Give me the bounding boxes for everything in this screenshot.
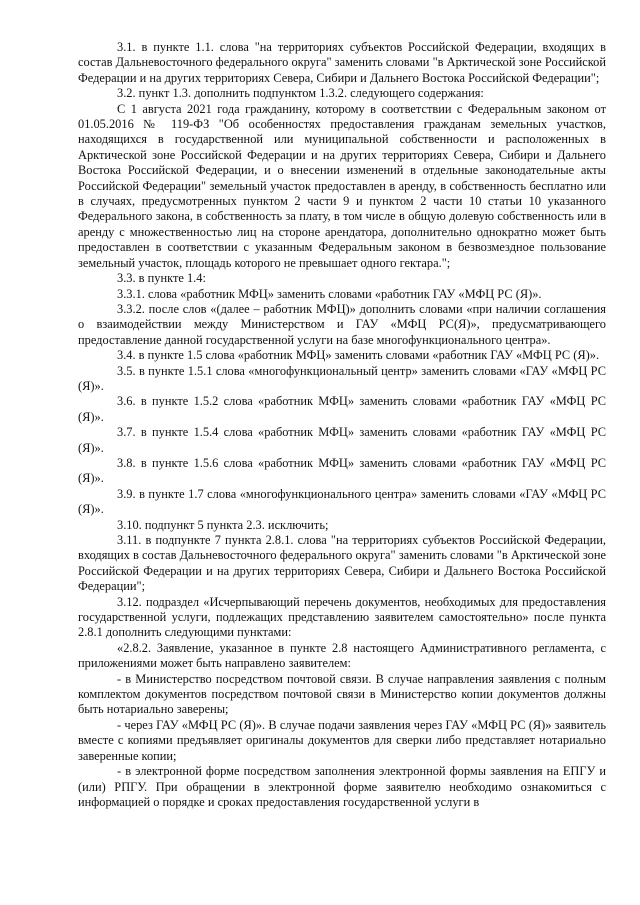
paragraph-3-1: 3.1. в пункте 1.1. слова "на территориях субъектов Российской Федерации, входящих в состав Дальневосточного федерального округа" заменить словами "в Арктической зоне Российской Федерации и на других территориях Севера, Сибири и Дальнего Востока Российской Федерации"; <box>78 40 606 85</box>
list-item-mfc: - через ГАУ «МФЦ РС (Я)». В случае подачи заявления через ГАУ «МФЦ РС (Я)» заявитель вместе с копиями предъявляет оригиналы документов для сверки либо представляет нотариально заверенные копии; <box>78 717 606 763</box>
paragraph-3-9: 3.9. в пункте 1.7 слова «многофункционального центра» заменить словами «ГАУ «МФЦ РС (Я)». <box>78 486 606 517</box>
paragraph-3-3-2: 3.3.2. после слов «(далее – работник МФЦ)» дополнить словами «при наличии соглашения о взаимодействии между Министерством и ГАУ «МФЦ РС(Я)», предусматривающего предоставление данной государственной услуги на базе многофункционального центра». <box>78 301 606 347</box>
paragraph-3-11: 3.11. в подпункте 7 пункта 2.8.1. слова "на территориях субъектов Российской Федерации, входящих в состав Дальневосточного федерального округа" заменить словами "в Арктической зоне Российской Федерации и на других территориях Севера, Сибири и Дальнего Востока Российской Федерации"; <box>78 533 606 594</box>
paragraph-3-3-1: 3.3.1. слова «работник МФЦ» заменить словами «работник ГАУ «МФЦ РС (Я)». <box>117 286 542 301</box>
paragraph-3-2: 3.2. пункт 1.3. дополнить подпунктом 1.3.2. следующего содержания: <box>117 86 484 101</box>
paragraph-3-4: 3.4. в пункте 1.5 слова «работник МФЦ» заменить словами «работник ГАУ «МФЦ РС (Я)». <box>117 348 600 363</box>
paragraph-3-12: 3.12. подраздел «Исчерпывающий перечень документов, необходимых для предоставления государственной услуги, подлежащих представлению заявителем самостоятельно» после пункта 2.8.1 дополнить следующими пунктами: <box>78 594 606 640</box>
paragraph-2-8-2: «2.8.2. Заявление, указанное в пункте 2.8 настоящего Административного регламента, с приложениями может быть направлено заявителем: <box>78 640 606 671</box>
list-item-electronic-form: - в электронной форме посредством заполнения электронной формы заявления на ЕПГУ и (или) РПГУ. При обращении в электронной форме заявителю необходимо ознакомиться с информацией о порядке и сроках предоставления государственной услуги в <box>78 764 606 809</box>
list-item-ministry-mail: - в Министерство посредством почтовой связи. В случае направления заявления с полным комплектом документов посредством почтовой связи в Министерство копии документов должны быть нотариально заверены; <box>78 671 606 717</box>
paragraph-3-7: 3.7. в пункте 1.5.4 слова «работник МФЦ» заменить словами «работник ГАУ «МФЦ РС (Я)». <box>78 425 606 455</box>
paragraph-3-6: 3.6. в пункте 1.5.2 слова «работник МФЦ» заменить словами «работник ГАУ «МФЦ РС (Я)». <box>78 394 606 424</box>
paragraph-1-3-2-text: С 1 августа 2021 года гражданину, которому в соответствии с Федеральным законом от 01.05.2016 № 119-ФЗ "Об особенностях предоставления гражданам земельных участков, находящихся в государственной или муниципальной собственности и расположенных в Арктической зоне Российской Федерации и на других территориях Севера, Сибири и Дальнего Востока Российской Федерации, и о внесении изменений в отдельные законодательные акты Российской Федерации" земельный участок предоставлен в аренду, в собственность бесплатно или в случаях, предусмотренных пунктом 2 части 9 и пунктом 2 части 10 статьи 10 указанного Федерального закона, в собственность за плату, в том числе в общую долевую собственность или в аренду с множественностью лиц на стороне арендатора, дополнительно однократно может быть предоставлен в соответствии с указанным Федеральным законом в безвозмездное пользование земельный участок, площадь которого не превышает одного гектара."; <box>78 101 606 270</box>
paragraph-3-10: 3.10. подпункт 5 пункта 2.3. исключить; <box>117 517 329 532</box>
paragraph-3-8: 3.8. в пункте 1.5.6 слова «работник МФЦ» заменить словами «работник ГАУ «МФЦ РС (Я)». <box>78 455 606 486</box>
paragraph-3-5: 3.5. в пункте 1.5.1 слова «многофункциональный центр» заменить словами «ГАУ «МФЦ РС (Я)». <box>78 363 606 393</box>
document-body <box>78 40 606 810</box>
paragraph-3-3: 3.3. в пункте 1.4: <box>117 271 206 286</box>
